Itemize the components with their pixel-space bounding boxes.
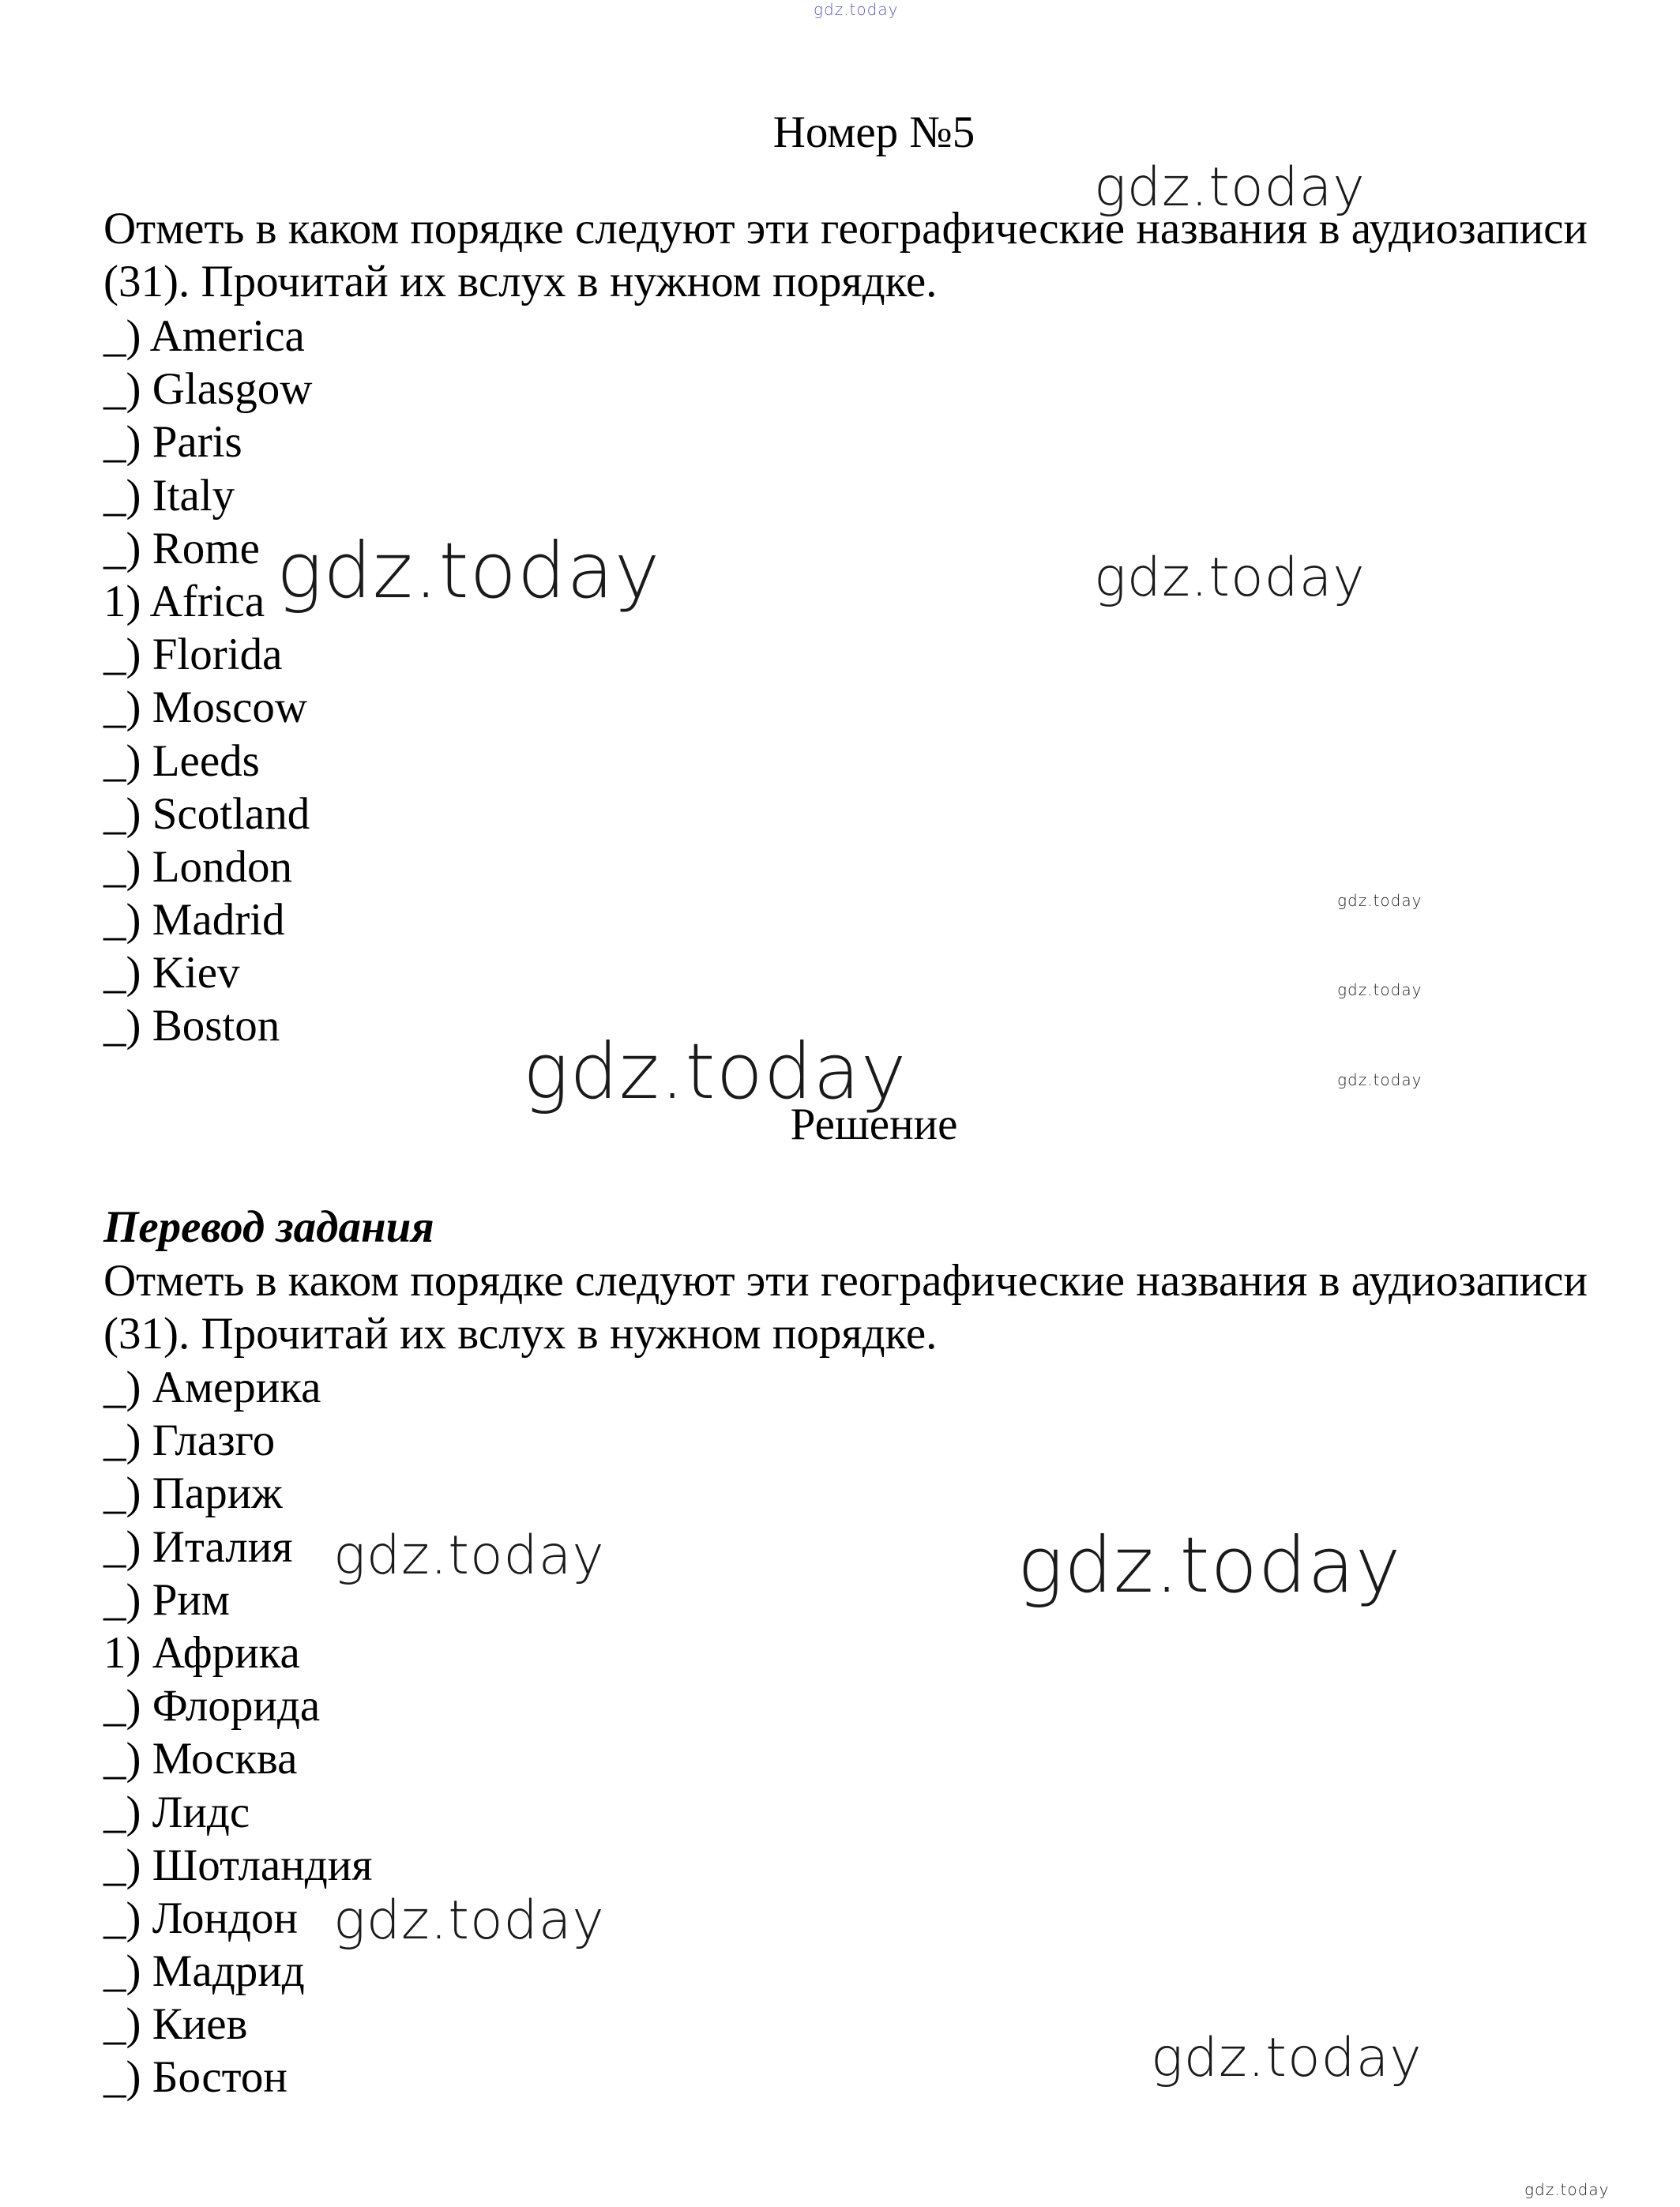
list-item: _) Париж (103, 1468, 283, 1519)
header-watermark: gdz.today (814, 0, 899, 19)
list-item: _) America (103, 311, 305, 361)
watermark: gdz.today (276, 526, 661, 615)
watermark: gdz.today (1017, 1521, 1402, 1610)
translation-text: Отметь в каком порядке следуют эти географические названия в аудиозаписи (31). Прочитай их вслух в нужном порядке. (103, 1256, 1588, 1359)
watermark: gdz.today (1337, 1070, 1423, 1089)
list-item: _) Madrid (103, 895, 285, 946)
task-list (103, 310, 312, 1053)
watermark: gdz.today (333, 1525, 605, 1587)
watermark: gdz.today (1151, 2027, 1423, 2089)
list-item: _) Флорида (103, 1681, 321, 1731)
list-item: _) Florida (103, 630, 283, 680)
list-item: _) Scotland (103, 788, 310, 839)
watermark: gdz.today (1337, 980, 1423, 999)
list-item: _) Киев (103, 1999, 248, 2050)
watermark: gdz.today (1094, 156, 1366, 219)
watermark: gdz.today (523, 1027, 908, 1116)
list-item: _) Бостон (103, 2052, 288, 2103)
task-text: Отметь в каком порядке следуют эти географические названия в аудиозаписи (31). Прочитай их вслух в нужном порядке. (103, 204, 1588, 306)
list-item: _) Лидс (103, 1787, 250, 1837)
solution-label: Решение (790, 1100, 958, 1149)
list-item: _) Moscow (103, 682, 308, 733)
page-title: Номер №5 (772, 107, 975, 157)
watermark: gdz.today (333, 1889, 605, 1952)
list-item: _) Paris (103, 417, 242, 468)
list-item: _) Leeds (103, 735, 260, 786)
list-item: _) Италия (103, 1521, 293, 1572)
list-item: 1) Africa (103, 576, 265, 626)
list-item: _) Glasgow (103, 364, 313, 415)
watermark: gdz.today (1524, 2180, 1610, 2199)
watermark: gdz.today (1094, 547, 1366, 609)
list-item: _) Мадрид (103, 1946, 305, 1997)
list-item: _) Boston (103, 1001, 280, 1051)
list-item: _) Шотландия (103, 1840, 373, 1890)
list-item: _) Глазго (103, 1416, 276, 1466)
list-item: _) Rome (103, 523, 260, 573)
list-item: _) Америка (103, 1363, 321, 1412)
list-item: _) London (103, 841, 293, 892)
translation-list (103, 1361, 372, 2104)
list-item: _) Italy (103, 470, 235, 521)
list-item: _) Лондон (103, 1893, 298, 1943)
list-item: _) Kiev (103, 948, 240, 998)
list-item: _) Москва (103, 1734, 298, 1784)
list-item: 1) Африка (103, 1627, 300, 1678)
watermark: gdz.today (1337, 891, 1423, 910)
list-item: _) Рим (103, 1574, 231, 1625)
translation-heading: Перевод задания (103, 1202, 434, 1252)
